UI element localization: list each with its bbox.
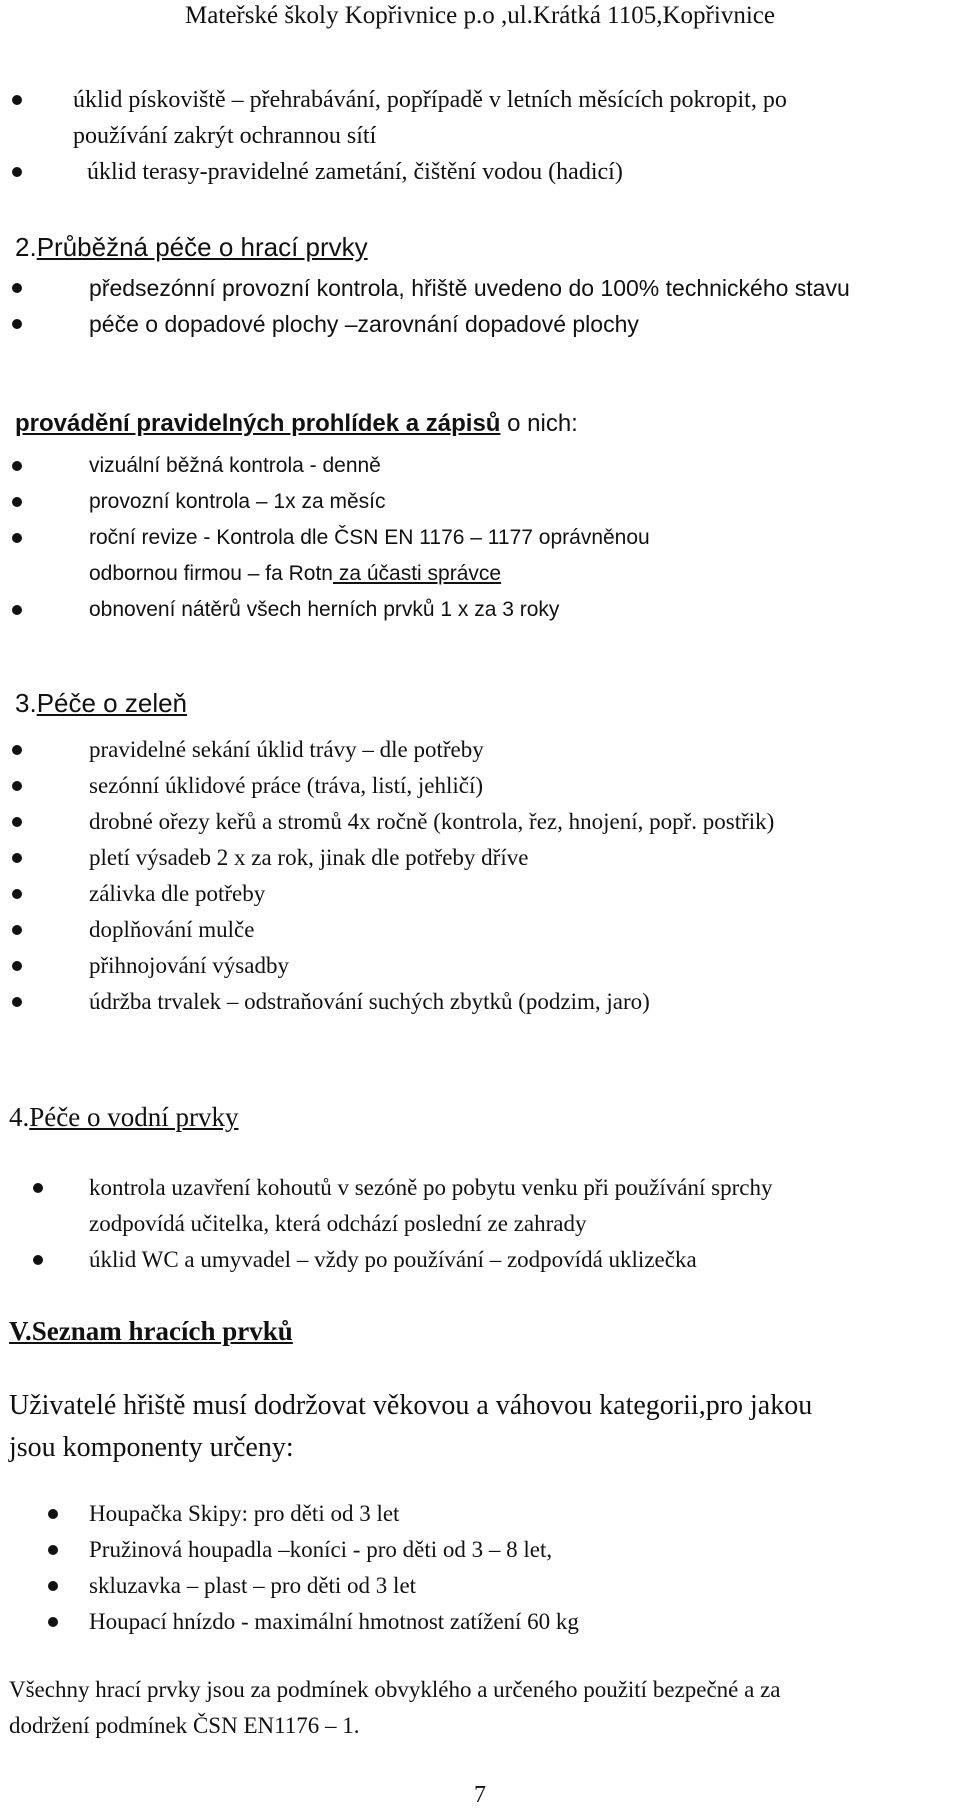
list-item-text: používání zakrýt ochrannou sítí bbox=[73, 123, 377, 149]
section-number: 2. bbox=[15, 232, 37, 262]
list-item-text: roční revize - Kontrola dle ČSN EN 1176 – 1177 oprávněnou bbox=[89, 526, 650, 549]
section-title: Péče o zeleň bbox=[36, 688, 188, 718]
list-item-text: provozní kontrola – 1x za měsíc bbox=[89, 490, 386, 513]
cleaning-list bbox=[0, 82, 960, 190]
list-item-text: údržba trvalek – odstraňování suchých zbytků (podzim, jaro) bbox=[89, 989, 650, 1014]
list-item-text: péče o dopadové plochy –zarovnání dopadové plochy bbox=[89, 311, 639, 337]
section-title: Průběžná péče o hrací prvky bbox=[36, 232, 368, 262]
bullet-icon bbox=[12, 781, 22, 791]
section-5-list bbox=[0, 1496, 960, 1640]
section-title: Péče o vodní prvky bbox=[29, 1102, 239, 1132]
bullet-icon bbox=[12, 817, 22, 827]
bullet-icon bbox=[12, 889, 22, 899]
bullet-icon bbox=[12, 497, 22, 507]
inspections-heading-rest: o nich: bbox=[500, 410, 578, 437]
inspections-heading bbox=[15, 410, 578, 438]
bullet-icon bbox=[33, 1183, 43, 1193]
list-item bbox=[0, 82, 960, 154]
list-item-text: drobné ořezy keřů a stromů 4x ročně (kontrola, řez, hnojení, popř. postřik) bbox=[89, 809, 775, 834]
list-item-text: pletí výsadeb 2 x za rok, jinak dle potřeby dříve bbox=[89, 845, 529, 870]
list-item-text: kontrola uzavření kohoutů v sezóně po pobytu venku při používání sprchy bbox=[89, 1175, 773, 1200]
bullet-icon bbox=[12, 853, 22, 863]
list-item-text: předsezónní provozní kontrola, hřiště uvedeno do 100% technického stavu bbox=[89, 275, 850, 301]
section-4-heading bbox=[9, 1102, 238, 1133]
section-2-list bbox=[0, 270, 960, 342]
list-item-text: zálivka dle potřeby bbox=[89, 881, 266, 906]
section-number: 4. bbox=[9, 1102, 30, 1132]
section-5-heading: V.Seznam hracích prvků bbox=[9, 1316, 293, 1346]
inspections-list bbox=[0, 448, 960, 628]
section-3-list bbox=[0, 732, 960, 1020]
list-item-text: Houpací hnízdo - maximální hmotnost zatížení 60 kg bbox=[89, 1609, 579, 1634]
bullet-icon bbox=[33, 1255, 43, 1265]
inspections-heading-bold: provádění pravidelných prohlídek a zápisů bbox=[15, 410, 501, 437]
list-item bbox=[0, 1170, 960, 1242]
list-item-text: Pružinová houpadla –koníci - pro děti od 3 – 8 let, bbox=[89, 1537, 553, 1562]
bullet-icon bbox=[12, 925, 22, 935]
list-item-text: sezónní úklidové práce (tráva, listí, jehličí) bbox=[89, 773, 484, 798]
list-item-text: skluzavka – plast – pro děti od 3 let bbox=[89, 1573, 417, 1598]
list-item-text: doplňování mulče bbox=[89, 917, 255, 942]
list-item-text bbox=[89, 556, 960, 592]
bullet-icon bbox=[12, 961, 22, 971]
list-item-text: obnovení nátěrů všech herních prvků 1 x za 3 roky bbox=[89, 598, 560, 621]
list-item bbox=[0, 592, 960, 628]
section-number: 3. bbox=[15, 688, 37, 718]
list-item bbox=[0, 154, 960, 190]
bullet-icon bbox=[48, 1581, 58, 1591]
page-header: Mateřské školy Kopřivnice p.o ,ul.Krátká 1105,Kopřivnice bbox=[185, 2, 775, 29]
list-item-text-underlined: za účasti správce bbox=[332, 562, 502, 585]
list-item-text: zodpovídá učitelka, která odchází poslední ze zahrady bbox=[89, 1211, 587, 1236]
bullet-icon bbox=[12, 745, 22, 755]
bullet-icon bbox=[12, 997, 22, 1007]
section-4-list bbox=[0, 1170, 960, 1278]
section-2-heading bbox=[15, 232, 368, 263]
bullet-icon bbox=[48, 1509, 58, 1519]
bullet-icon bbox=[48, 1545, 58, 1555]
list-item bbox=[0, 270, 960, 306]
list-item-text: úklid WC a umyvadel – vždy po používání – zodpovídá uklizečka bbox=[89, 1247, 697, 1272]
list-item bbox=[0, 768, 960, 804]
bullet-icon bbox=[12, 533, 22, 543]
closing-line: dodržení podmínek ČSN EN1176 – 1. bbox=[9, 1713, 360, 1738]
list-item bbox=[0, 804, 960, 840]
bullet-icon bbox=[12, 461, 22, 471]
list-item-text: přihnojování výsadby bbox=[89, 953, 289, 978]
list-item bbox=[0, 948, 960, 984]
list-item-text: vizuální běžná kontrola - denně bbox=[89, 454, 381, 477]
list-item-text: úklid terasy-pravidelné zametání, čištění vodou (hadicí) bbox=[87, 159, 623, 185]
list-item-text-plain: odbornou firmou – fa Rotn bbox=[89, 562, 333, 585]
list-item bbox=[0, 484, 960, 520]
bullet-icon bbox=[48, 1617, 58, 1627]
list-item bbox=[0, 1242, 960, 1278]
bullet-icon bbox=[12, 605, 22, 615]
list-item bbox=[0, 448, 960, 484]
list-item bbox=[0, 912, 960, 948]
list-item-text: pravidelné sekání úklid trávy – dle potřeby bbox=[89, 737, 484, 762]
section-5-intro bbox=[9, 1385, 812, 1469]
bullet-icon bbox=[12, 95, 22, 105]
closing-line: Všechny hrací prvky jsou za podmínek obvyklého a určeného použití bezpečné a za bbox=[9, 1677, 781, 1702]
page-number: 7 bbox=[474, 1782, 486, 1808]
list-item bbox=[0, 1604, 960, 1640]
list-item-text: Houpačka Skipy: pro děti od 3 let bbox=[89, 1501, 400, 1526]
list-item bbox=[0, 520, 960, 592]
intro-line: jsou komponenty určeny: bbox=[9, 1432, 294, 1463]
list-item bbox=[0, 1496, 960, 1532]
list-item bbox=[0, 1532, 960, 1568]
bullet-icon bbox=[12, 319, 22, 329]
list-item bbox=[0, 876, 960, 912]
list-item bbox=[0, 732, 960, 768]
list-item-text: úklid pískoviště – přehrabávání, popřípadě v letních měsících pokropit, po bbox=[73, 87, 787, 113]
list-item bbox=[0, 1568, 960, 1604]
intro-line: Uživatelé hřiště musí dodržovat věkovou a váhovou kategorii,pro jakou bbox=[9, 1390, 813, 1421]
section-5-closing bbox=[9, 1672, 781, 1744]
list-item bbox=[0, 840, 960, 876]
list-item bbox=[0, 984, 960, 1020]
section-3-heading bbox=[15, 688, 187, 719]
list-item bbox=[0, 306, 960, 342]
bullet-icon bbox=[12, 283, 22, 293]
bullet-icon bbox=[12, 167, 22, 177]
